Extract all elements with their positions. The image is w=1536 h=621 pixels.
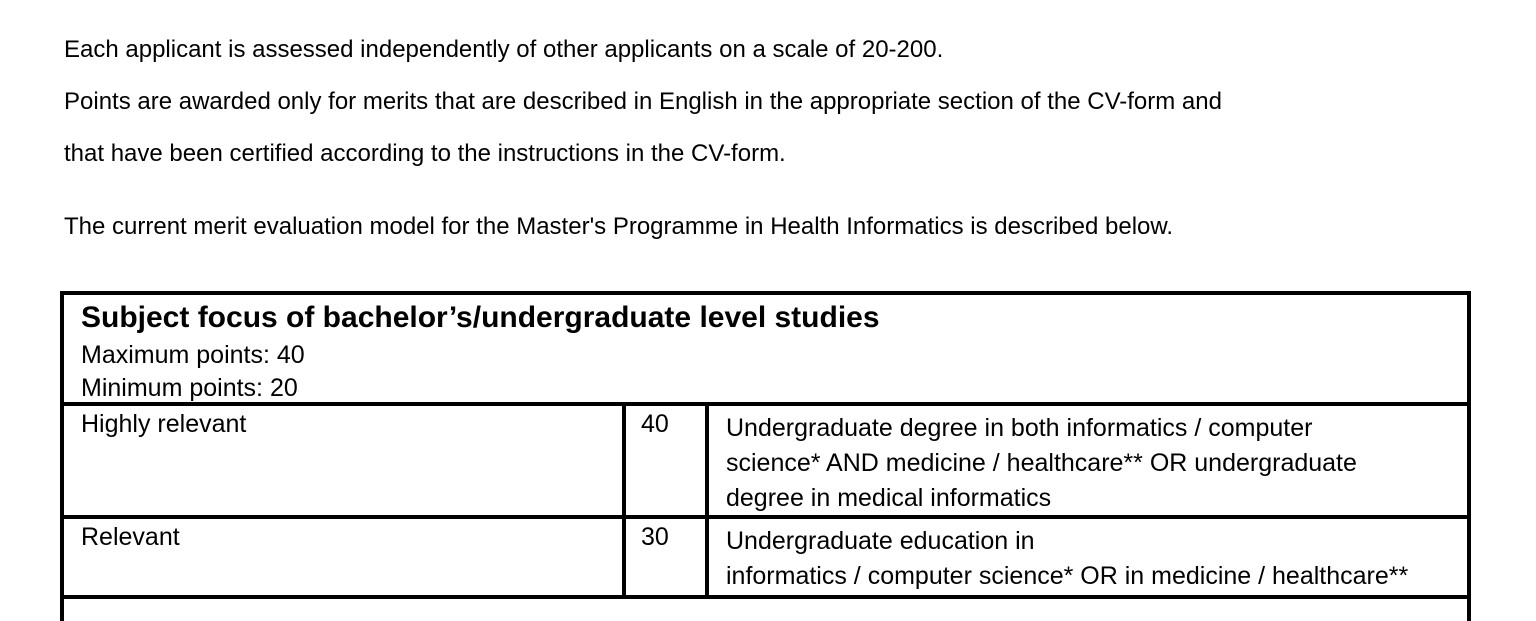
level-cell [64, 519, 622, 595]
minimum-points: Minimum points: 20 [81, 374, 298, 402]
merit-evaluation-table [60, 291, 1471, 621]
description-line: informatics / computer science* OR in medicine / healthcare** [726, 562, 1409, 590]
intro-assessment-scale: Each applicant is assessed independently of other applicants on a scale of 20-200. [64, 36, 944, 63]
points-value: 30 [641, 523, 669, 551]
table-row [64, 406, 1467, 519]
description-text [726, 411, 1357, 516]
maximum-points: Maximum points: 40 [81, 341, 305, 369]
level-label: Highly relevant [81, 410, 247, 438]
description-line: Undergraduate education in [726, 527, 1035, 555]
description-line: degree in medical informatics [726, 484, 1052, 512]
description-line: Undergraduate degree in both informatics / computer [726, 414, 1313, 442]
intro-points-rule-line-2: that have been certified according to the instructions in the CV-form. [64, 140, 786, 167]
points-value: 40 [641, 410, 669, 438]
section-header [64, 295, 1467, 406]
level-label: Relevant [81, 523, 180, 551]
points-cell [622, 406, 705, 515]
description-text [726, 524, 1408, 594]
description-cell [705, 406, 1467, 515]
level-cell [64, 406, 622, 515]
intro-model-description: The current merit evaluation model for the Master's Programme in Health Informatics is described below. [64, 213, 1174, 240]
description-line: science* AND medicine / healthcare** OR undergraduate [726, 449, 1357, 477]
section-title: Subject focus of bachelor’s/undergraduate level studies [81, 301, 880, 334]
table-row [64, 519, 1467, 599]
description-cell [705, 519, 1467, 595]
points-cell [622, 519, 705, 595]
intro-points-rule-line-1: Points are awarded only for merits that are described in English in the appropriate section of the CV-form and [64, 88, 1222, 115]
